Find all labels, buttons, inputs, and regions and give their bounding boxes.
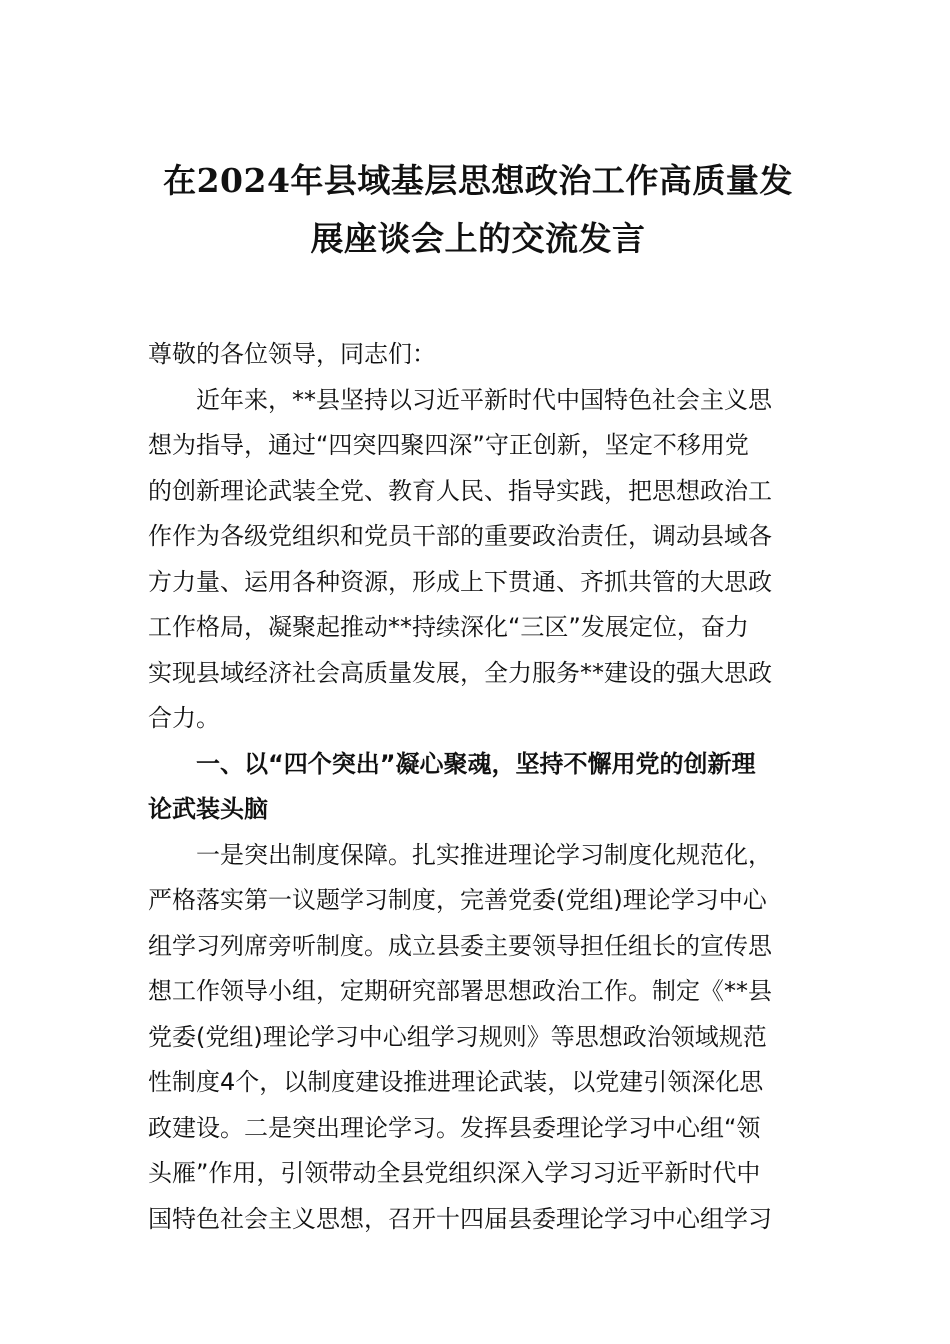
intro-paragraph-line: 的创新理论武装全党、教育人民、指导实践，把思想政治工 — [148, 476, 772, 505]
document-body — [148, 332, 808, 1242]
intro-paragraph-line: 作作为各级党组织和党员干部的重要政治责任，调动县域各 — [148, 522, 772, 550]
section-paragraph-line: 性制度4个，以制度建设推进理论武装，以党建引领深化思 — [148, 1068, 764, 1096]
section-paragraph-line: 国特色社会主义思想，召开十四届县委理论学习中心组学习 — [148, 1204, 772, 1233]
intro-paragraph-line: 工作格局，凝聚起推动**持续深化“三区”发展定位，奋力 — [148, 613, 749, 641]
document-title — [148, 152, 808, 268]
section-heading-line: 一、以“四个突出”凝心聚魂，坚持不懈用党的创新理 — [148, 749, 756, 778]
section-paragraph-line: 头雁”作用，引领带动全县党组织深入学习习近平新时代中 — [148, 1159, 761, 1187]
intro-paragraph-line: 近年来，**县坚持以习近平新时代中国特色社会主义思 — [148, 385, 772, 414]
intro-paragraph-line: 想为指导，通过“四突四聚四深”守正创新，坚定不移用党 — [148, 431, 749, 459]
intro-paragraph-line: 实现县域经济社会高质量发展，全力服务**建设的强大思政 — [148, 658, 772, 687]
section-heading-line: 论武装头脑 — [148, 795, 268, 823]
intro-paragraph-line: 方力量、运用各种资源，形成上下贯通、齐抓共管的大思政 — [148, 567, 772, 596]
title-line: 在2024年县域基层思想政治工作高质量发 — [163, 161, 793, 200]
section-paragraph-line: 党委(党组)理论学习中心组学习规则》等思想政治领域规范 — [148, 1022, 767, 1051]
section-paragraph-line: 严格落实第一议题学习制度，完善党委(党组)理论学习中心 — [148, 886, 767, 914]
section-paragraph-line: 想工作领导小组，定期研究部署思想政治工作。制定《**县 — [148, 977, 772, 1005]
section-paragraph-line: 组学习列席旁听制度。成立县委主要领导担任组长的宣传思 — [148, 931, 772, 960]
salutation: 尊敬的各位领导，同志们： — [148, 340, 436, 368]
title-line: 展座谈会上的交流发言 — [310, 219, 646, 258]
section-paragraph-line: 一是突出制度保障。扎实推进理论学习制度化规范化， — [148, 840, 772, 869]
intro-paragraph-line: 合力。 — [148, 704, 220, 732]
section-paragraph-line: 政建设。二是突出理论学习。发挥县委理论学习中心组“领 — [148, 1113, 761, 1142]
